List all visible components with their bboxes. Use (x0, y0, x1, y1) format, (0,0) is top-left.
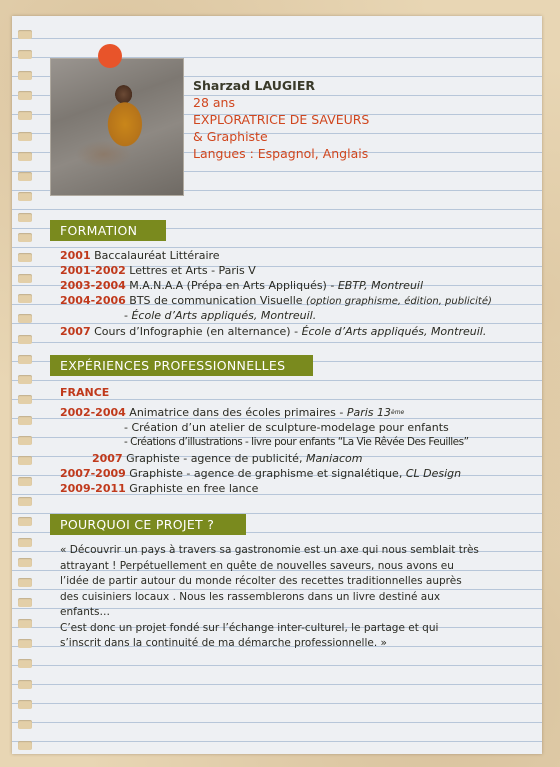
profile-subtitle: & Graphiste (193, 129, 268, 144)
section-heading-formation: FORMATION (50, 220, 166, 241)
binder-hole (18, 497, 32, 506)
projet-paragraph (60, 543, 480, 652)
binder-hole (18, 91, 32, 100)
binder-hole (18, 172, 32, 181)
formation-row: 2004-2006 BTS de communication Visuelle (option graphisme, édition, publicité) (60, 294, 492, 307)
binder-hole (18, 253, 32, 262)
binder-hole (18, 355, 32, 364)
binder-hole (18, 274, 32, 283)
binder-hole (18, 213, 32, 222)
binder-hole (18, 71, 32, 80)
binder-hole (18, 680, 32, 689)
binder-hole (18, 639, 32, 648)
section-heading-experiences: EXPÉRIENCES PROFESSIONNELLES (50, 355, 313, 376)
binder-hole (18, 233, 32, 242)
profile-name: Sharzad LAUGIER (193, 78, 315, 93)
experience-row: 2002-2004 Animatrice dans des écoles primaires - Paris 13ème (60, 406, 405, 419)
projet-paragraph-2: C’est donc un projet fondé sur l’échange inter-culturel, le partage et qui s’inscrit dans la continuité de ma démarche professionnelle. » (60, 621, 439, 649)
binder-hole (18, 111, 32, 120)
formation-row: 2001 Baccalauréat Littéraire (60, 249, 220, 262)
binder-hole (18, 152, 32, 161)
binder-hole (18, 578, 32, 587)
experience-row: - Créations d’illustrations - livre pour enfants “La Vie Rêvée Des Feuilles” (124, 436, 469, 448)
orange-dot-decoration (98, 44, 122, 68)
profile-title: EXPLORATRICE DE SAVEURS (193, 112, 370, 127)
binder-hole (18, 720, 32, 729)
binder-hole (18, 375, 32, 384)
formation-row: - École d’Arts appliqués, Montreuil. (124, 309, 317, 322)
formation-row: 2001-2002 Lettres et Arts - Paris V (60, 264, 256, 277)
region-label: FRANCE (60, 386, 110, 399)
binder-hole (18, 132, 32, 141)
binder-hole (18, 436, 32, 445)
profile-info (193, 77, 369, 162)
binder-hole (18, 50, 32, 59)
binder-hole (18, 395, 32, 404)
binder-holes (12, 16, 38, 754)
binder-hole (18, 700, 32, 709)
binder-hole (18, 335, 32, 344)
binder-hole (18, 619, 32, 628)
binder-hole (18, 659, 32, 668)
binder-hole (18, 558, 32, 567)
binder-hole (18, 294, 32, 303)
experience-row: 2009-2011 Graphiste en free lance (60, 482, 259, 495)
experience-row: 2007-2009 Graphiste - agence de graphisme et signalétique, CL Design (60, 467, 462, 480)
binder-hole (18, 517, 32, 526)
experience-row: 2007 Graphiste - agence de publicité, Maniacom (92, 452, 363, 465)
binder-hole (18, 456, 32, 465)
experience-row: - Création d’un atelier de sculpture-modelage pour enfants (124, 421, 449, 434)
binder-hole (18, 538, 32, 547)
binder-hole (18, 192, 32, 201)
projet-paragraph-1: « Découvrir un pays à travers sa gastronomie est un axe qui nous semblait très attrayant ! Perpétuellement en quête de nouvelles saveurs, nous avons eu l’idée de partir autour du monde récolter des recettes traditionnelles auprès des cuisiniers locaux . Nous les rassemblerons dans un livre destiné aux enfants… (60, 544, 479, 618)
binder-hole (18, 416, 32, 425)
binder-hole (18, 598, 32, 607)
binder-hole (18, 477, 32, 486)
profile-languages: Langues : Espagnol, Anglais (193, 146, 369, 161)
section-heading-projet: POURQUOI CE PROJET ? (50, 514, 246, 535)
binder-hole (18, 741, 32, 750)
binder-hole (18, 314, 32, 323)
formation-row: 2007 Cours d’Infographie (en alternance) - École d’Arts appliqués, Montreuil. (60, 325, 487, 338)
profile-age: 28 ans (193, 95, 235, 110)
formation-row: 2003-2004 M.A.N.A.A (Prépa en Arts Appliqués) - EBTP, Montreuil (60, 279, 424, 292)
binder-hole (18, 30, 32, 39)
profile-photo (50, 58, 184, 196)
